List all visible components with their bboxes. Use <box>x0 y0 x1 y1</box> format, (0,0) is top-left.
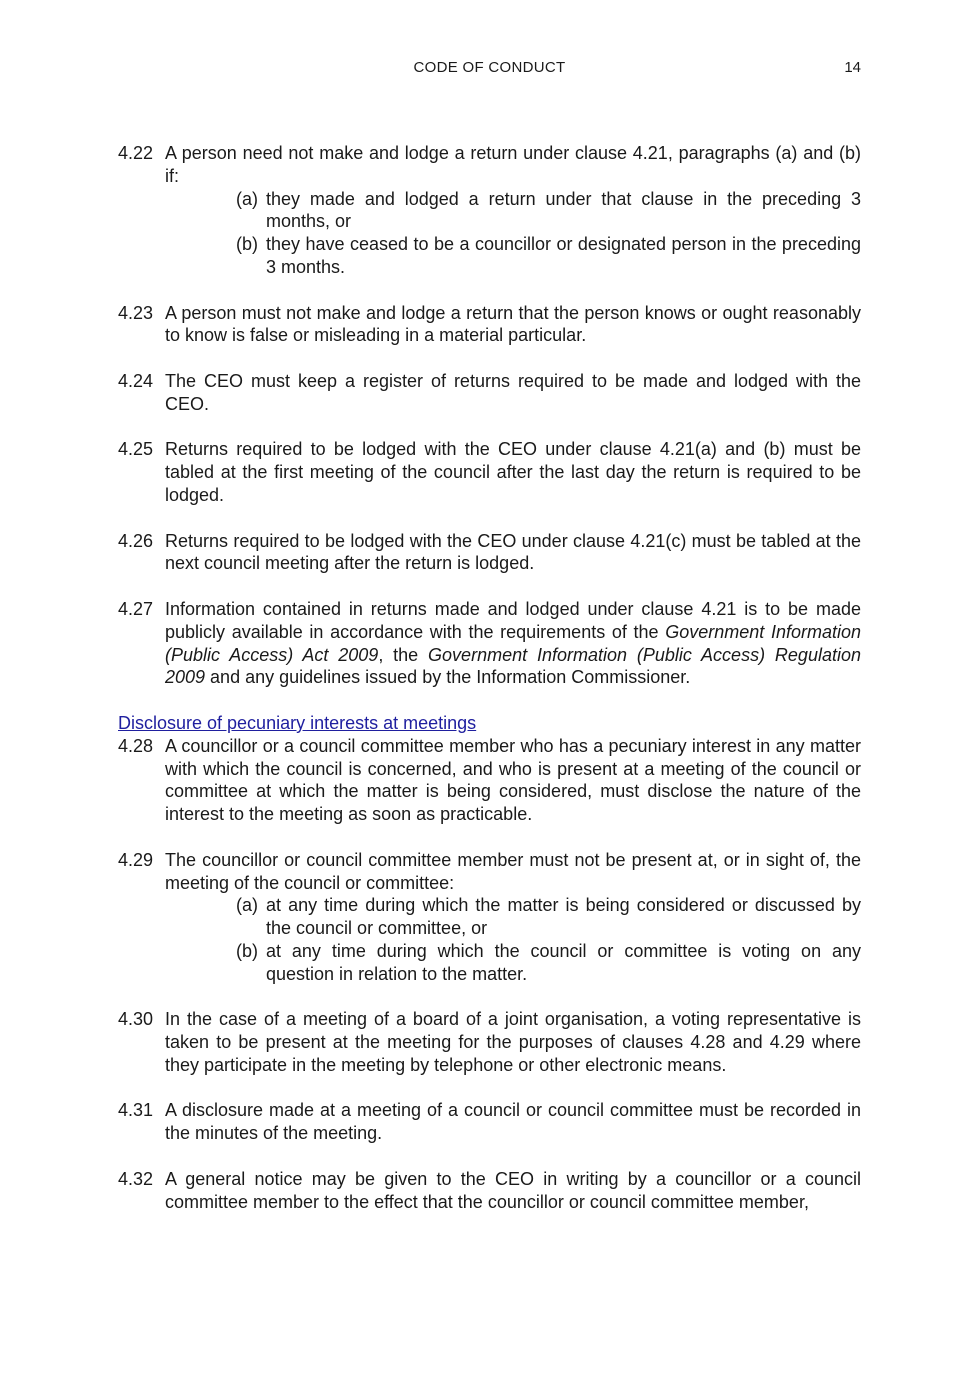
document-body <box>118 142 861 1236</box>
clause-4-30 <box>118 1008 861 1076</box>
sub-clause-text: at any time during which the council or committee is voting on any question in relation to the matter. <box>266 940 861 984</box>
sub-clause-list <box>165 894 861 985</box>
act-title: Government Information (Public Access) Act 2009 <box>165 621 861 665</box>
clause-number: 4.27 <box>118 598 154 619</box>
clause-4-25 <box>118 438 861 506</box>
clause-text-part: and any guidelines issued by the Information Commissioner. <box>205 667 691 688</box>
sub-clause-label: (a) <box>236 188 258 209</box>
clause-number: 4.29 <box>118 849 154 870</box>
clause-number: 4.24 <box>118 370 154 391</box>
clause-number: 4.23 <box>118 302 154 323</box>
clause-number: 4.25 <box>118 439 154 460</box>
clause-number: 4.28 <box>118 735 154 756</box>
clause-4-29 <box>118 849 861 986</box>
clause-number: 4.31 <box>118 1100 154 1121</box>
page-number: 14 <box>844 59 861 76</box>
sub-clause-label: (b) <box>236 940 258 961</box>
clause-text: Returns required to be lodged with the CEO under clause 4.21(a) and (b) must be tabled at the first meeting of the council after the last day the return is required to be lodged. <box>165 439 861 505</box>
clause-body <box>165 438 861 506</box>
page-header <box>118 58 861 80</box>
clause-number: 4.22 <box>118 143 154 163</box>
clause-text-part: Information contained in returns made and lodged under clause 4.21 is to be made publicly available in accordance with the requirements of the <box>165 598 861 642</box>
clause-4-31 <box>118 1099 861 1145</box>
clause-group-disclosure <box>118 735 861 1214</box>
clause-text: A person need not make and lodge a return under clause 4.21, paragraphs (a) and (b) if: <box>165 143 861 186</box>
clause-text: In the case of a meeting of a board of a joint organisation, a voting representative is taken to be present at the meeting for the purposes of clauses 4.28 and 4.29 where they participate in the meeting by telephone or other electronic means. <box>165 1009 861 1075</box>
clause-number: 4.30 <box>118 1009 154 1030</box>
clause-4-32 <box>118 1168 861 1214</box>
clause-body <box>165 302 861 348</box>
sub-clause <box>236 894 861 940</box>
sub-clause-text: at any time during which the matter is being considered or discussed by the council or committee, or <box>266 895 861 939</box>
sub-clause-label: (a) <box>236 895 258 916</box>
clause-text <box>165 598 861 689</box>
clause-body <box>165 1099 861 1145</box>
clause-group-returns <box>118 142 861 575</box>
regulation-title: Government Information (Public Access) Regulation 2009 <box>165 644 861 688</box>
clause-text: The CEO must keep a register of returns required to be made and lodged with the CEO. <box>165 370 861 414</box>
clause-number: 4.26 <box>118 530 154 551</box>
clause-text: A councillor or a council committee member who has a pecuniary interest in any matter with which the council is concerned, and who is present at a meeting of the council or committee at which the matter is being considered, must disclose the nature of the interest to the meeting as soon as practicable. <box>165 735 861 825</box>
section-heading-link[interactable]: Disclosure of pecuniary interests at meetings <box>118 712 477 733</box>
sub-clause <box>236 188 861 234</box>
clause-body <box>165 1168 861 1214</box>
sub-clause <box>236 940 861 986</box>
clause-4-28 <box>118 735 861 826</box>
clause-4-22 <box>118 142 861 279</box>
sub-clause-text: they made and lodged a return under that clause in the preceding 3 months, or <box>266 188 861 232</box>
clause-4-27 <box>118 598 861 689</box>
clause-text: A disclosure made at a meeting of a council or council committee must be recorded in the minutes of the meeting. <box>165 1100 861 1144</box>
document-title: CODE OF CONDUCT <box>413 59 566 76</box>
sub-clause-list <box>165 188 861 279</box>
clause-text: A person must not make and lodge a return that the person knows or ought reasonably to know is false or misleading in a material particular. <box>165 302 861 346</box>
clause-number: 4.32 <box>118 1168 154 1189</box>
clause-body <box>165 530 861 576</box>
clause-body <box>165 370 861 416</box>
clause-text: The councillor or council committee member must not be present at, or in sight of, the meeting of the council or committee: <box>165 849 861 893</box>
clause-4-23 <box>118 302 861 348</box>
clause-text: A general notice may be given to the CEO in writing by a councillor or a council committee member to the effect that the councillor or council committee member, <box>165 1168 861 1212</box>
clause-text-part: , the <box>378 644 429 665</box>
sub-clause <box>236 233 861 279</box>
sub-clause-label: (b) <box>236 234 258 255</box>
sub-clause-text: they have ceased to be a councillor or designated person in the preceding 3 months. <box>266 234 861 277</box>
clause-body <box>165 1008 861 1076</box>
clause-body <box>165 849 861 986</box>
clause-text: Returns required to be lodged with the CEO under clause 4.21(c) must be tabled at the next council meeting after the return is lodged. <box>165 530 861 574</box>
clause-4-26 <box>118 530 861 576</box>
clause-body <box>165 142 861 279</box>
clause-body <box>165 735 861 826</box>
clause-4-24 <box>118 370 861 416</box>
